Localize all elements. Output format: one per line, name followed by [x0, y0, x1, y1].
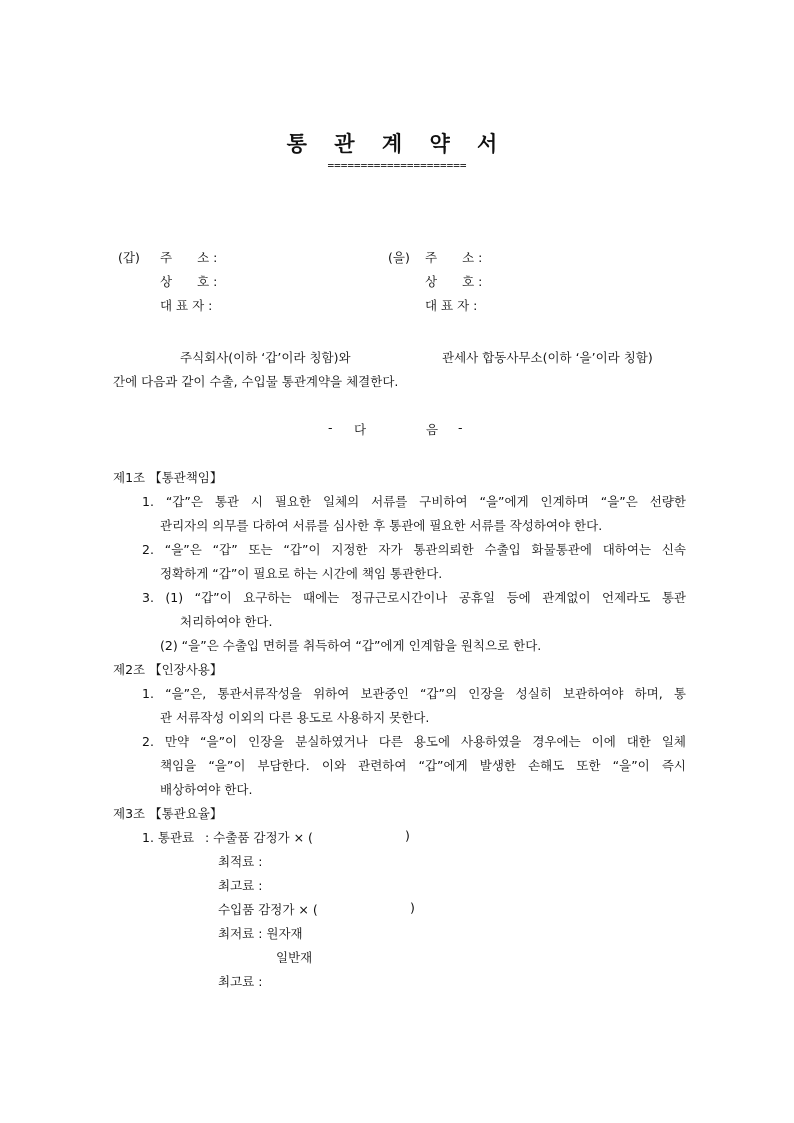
fee-import-general: 일반재	[276, 950, 313, 965]
party-b-rep-label: 대 표 자 :	[425, 298, 478, 313]
fee-import-line: 수입품 감정가 × (	[218, 902, 318, 917]
article-2-line-1: 1. “을”은, 통관서류작성을 위하여 보관중인 “갑”의 인장을 성실히 보관하여야 하며, 통	[142, 686, 686, 701]
party-a-tag: (갑)	[118, 250, 140, 265]
fee-export-min: 최적료 :	[218, 854, 263, 869]
article-1-line-6: 처리하여야 한다.	[180, 614, 273, 629]
document-title: 통 관 계 약 서	[286, 132, 508, 156]
party-a-name-label: 상 호 :	[160, 274, 218, 289]
party-a-address-label: 주 소 :	[160, 250, 218, 265]
article-2-line-5: 배상하여야 한다.	[160, 782, 253, 797]
fee-import-close: )	[410, 900, 415, 915]
party-b-tag: (을)	[388, 250, 410, 265]
article-2-line-2: 관 서류작성 이외의 다른 용도로 사용하지 못한다.	[160, 710, 430, 725]
fee-export-close: )	[405, 828, 410, 843]
da-eum-dash-left: -	[328, 420, 333, 435]
preamble-line1-customs: 관세사 합동사무소(이하 ‘을’이라 칭함)	[442, 350, 653, 365]
party-b-address-label: 주 소 :	[425, 250, 483, 265]
article-1-heading: 제1조 【통관책임】	[113, 470, 223, 485]
party-a-rep-label: 대 표 자 :	[160, 298, 213, 313]
article-1-line-7: (2) “을”은 수출입 면허를 취득하여 “갑”에게 인계함을 원칙으로 한다.	[160, 638, 542, 653]
article-1-line-2: 관리자의 의무를 다하여 서류를 심사한 후 통관에 필요한 서류를 작성하여야 한다.	[160, 518, 603, 533]
article-2-line-4: 책임을 “을”이 부담한다. 이와 관련하여 “갑”에게 발생한 손해도 또한 “을”이 즉시	[160, 758, 686, 773]
title-underline: =====================	[327, 159, 467, 172]
da-eum-da: 다	[354, 422, 367, 437]
da-eum-dash-right: -	[458, 420, 463, 435]
preamble-line1-company: 주식회사(이하 ‘갑’이라 칭함)와	[180, 350, 351, 365]
article-1-line-5: 3. (1) “갑”이 요구하는 때에는 정규근로시간이나 공휴일 등에 관계없이 언제라도 통관	[142, 590, 686, 605]
da-eum-eum: 음	[426, 422, 439, 437]
article-2-line-3: 2. 만약 “을”이 인장을 분실하였거나 다른 용도에 사용하였을 경우에는 이에 대한 일체	[142, 734, 686, 749]
article-1-line-4: 정확하게 “갑”이 필요로 하는 시간에 책임 통관한다.	[160, 566, 443, 581]
article-3-heading: 제3조 【통관요율】	[113, 806, 223, 821]
fee-export-max: 최고료 :	[218, 878, 263, 893]
preamble-line2: 간에 다음과 같이 수출, 수입물 통관계약을 체결한다.	[113, 374, 399, 389]
article-1-line-1: 1. “갑”은 통관 시 필요한 일체의 서류를 구비하여 “을”에게 인계하며 “을”은 선량한	[142, 494, 686, 509]
fee-item-1-label: 1. 통관료	[142, 830, 195, 845]
article-1-line-3: 2. “을”은 “갑” 또는 “갑”이 지정한 자가 통관의뢰한 수출입 화물통관에 대하여는 신속	[142, 542, 686, 557]
fee-import-max: 최고료 :	[218, 974, 263, 989]
fee-export-line: : 수출품 감정가 × (	[205, 830, 313, 845]
fee-import-min: 최저료 : 원자재	[218, 926, 303, 941]
party-b-name-label: 상 호 :	[425, 274, 483, 289]
article-2-heading: 제2조 【인장사용】	[113, 662, 223, 677]
